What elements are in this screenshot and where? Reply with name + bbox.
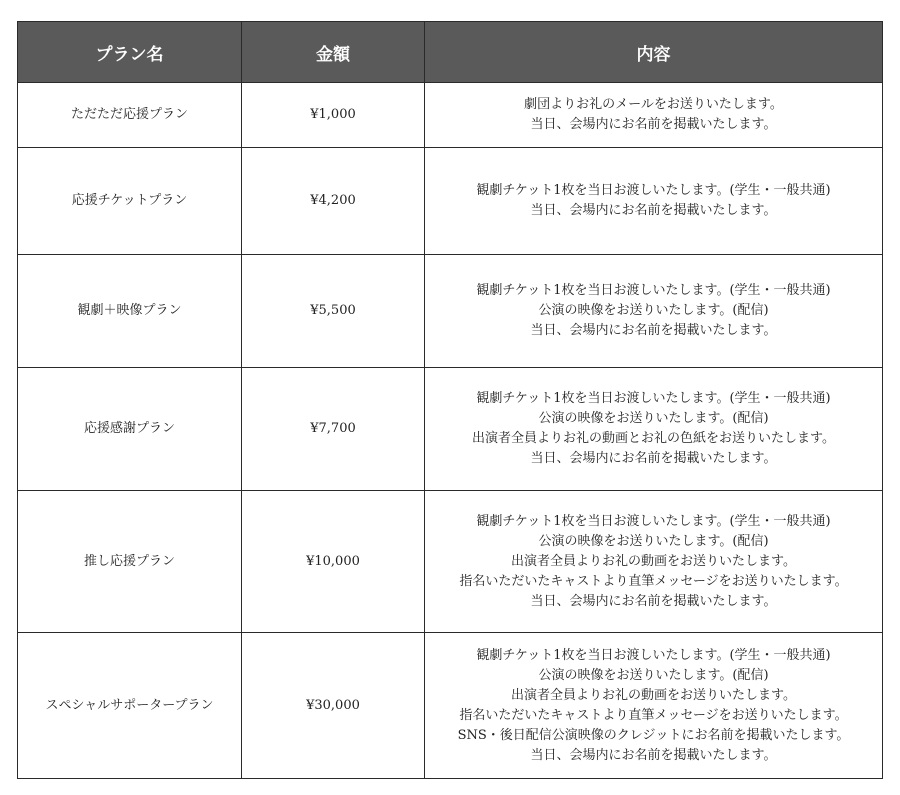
price-cell: ¥5,500: [242, 255, 425, 368]
content-line: 指名いただいたキャストより直筆メッセージをお送りいたします。: [459, 573, 848, 589]
content-line: 当日、会場内にお名前を掲載いたします。: [530, 203, 777, 218]
header-row: [18, 22, 883, 83]
content-line: 出演者全員よりお礼の動画をお送りいたします。: [511, 553, 796, 569]
content-line: 観劇チケット1枚を当日お渡しいたします。(学生・一般共通): [476, 183, 831, 198]
header-content: 内容: [425, 22, 883, 83]
content-line: 当日、会場内にお名前を掲載いたします。: [530, 747, 777, 763]
table-row: [18, 255, 883, 368]
content-cell: [425, 368, 883, 491]
content-line: 観劇チケット1枚を当日お渡しいたします。(学生・一般共通): [476, 283, 831, 298]
content-line: 当日、会場内にお名前を掲載いたします。: [530, 323, 777, 338]
header-price: 金額: [242, 22, 425, 83]
plan-name-cell: 観劇＋映像プラン: [18, 255, 242, 368]
table-row: [18, 368, 883, 491]
content-line: 観劇チケット1枚を当日お渡しいたします。(学生・一般共通): [476, 391, 831, 406]
plan-name-cell: 応援チケットプラン: [18, 148, 242, 255]
content-line: 公演の映像をお送りいたします。(配信): [538, 303, 769, 318]
content-cell: [425, 491, 883, 633]
content-line: 当日、会場内にお名前を掲載いたします。: [530, 593, 777, 609]
content-line: 公演の映像をお送りいたします。(配信): [538, 411, 769, 426]
content-line: 劇団よりお礼のメールをお送りいたします。: [524, 97, 783, 112]
price-cell: ¥1,000: [242, 83, 425, 148]
price-cell: ¥10,000: [242, 491, 425, 633]
plan-table: [17, 21, 883, 779]
plan-name-cell: 推し応援プラン: [18, 491, 242, 633]
header-plan-name: プラン名: [18, 22, 242, 83]
content-line: 当日、会場内にお名前を掲載いたします。: [530, 117, 777, 132]
content-line: 観劇チケット1枚を当日お渡しいたします。(学生・一般共通): [476, 647, 831, 663]
content-line: 観劇チケット1枚を当日お渡しいたします。(学生・一般共通): [476, 513, 831, 529]
content-cell: [425, 148, 883, 255]
plan-name-cell: スペシャルサポータープラン: [18, 633, 242, 779]
content-cell: [425, 633, 883, 779]
table-row: [18, 491, 883, 633]
content-line: 公演の映像をお送りいたします。(配信): [538, 533, 769, 549]
content-line: 当日、会場内にお名前を掲載いたします。: [530, 451, 777, 466]
table-row: [18, 148, 883, 255]
plan-name-cell: ただただ応援プラン: [18, 83, 242, 148]
price-cell: ¥7,700: [242, 368, 425, 491]
content-line: 出演者全員よりお礼の動画とお礼の色紙をお送りいたします。: [472, 431, 835, 446]
content-cell: [425, 255, 883, 368]
content-line: 指名いただいたキャストより直筆メッセージをお送りいたします。: [459, 707, 848, 723]
price-cell: ¥30,000: [242, 633, 425, 779]
content-line: 出演者全員よりお礼の動画をお送りいたします。: [511, 687, 796, 703]
plan-name-cell: 応援感謝プラン: [18, 368, 242, 491]
content-cell: [425, 83, 883, 148]
table-row: [18, 633, 883, 779]
content-line: 公演の映像をお送りいたします。(配信): [538, 667, 769, 683]
price-cell: ¥4,200: [242, 148, 425, 255]
content-line: SNS・後日配信公演映像のクレジットにお名前を掲載いたします。: [457, 727, 850, 743]
table-row: [18, 83, 883, 148]
